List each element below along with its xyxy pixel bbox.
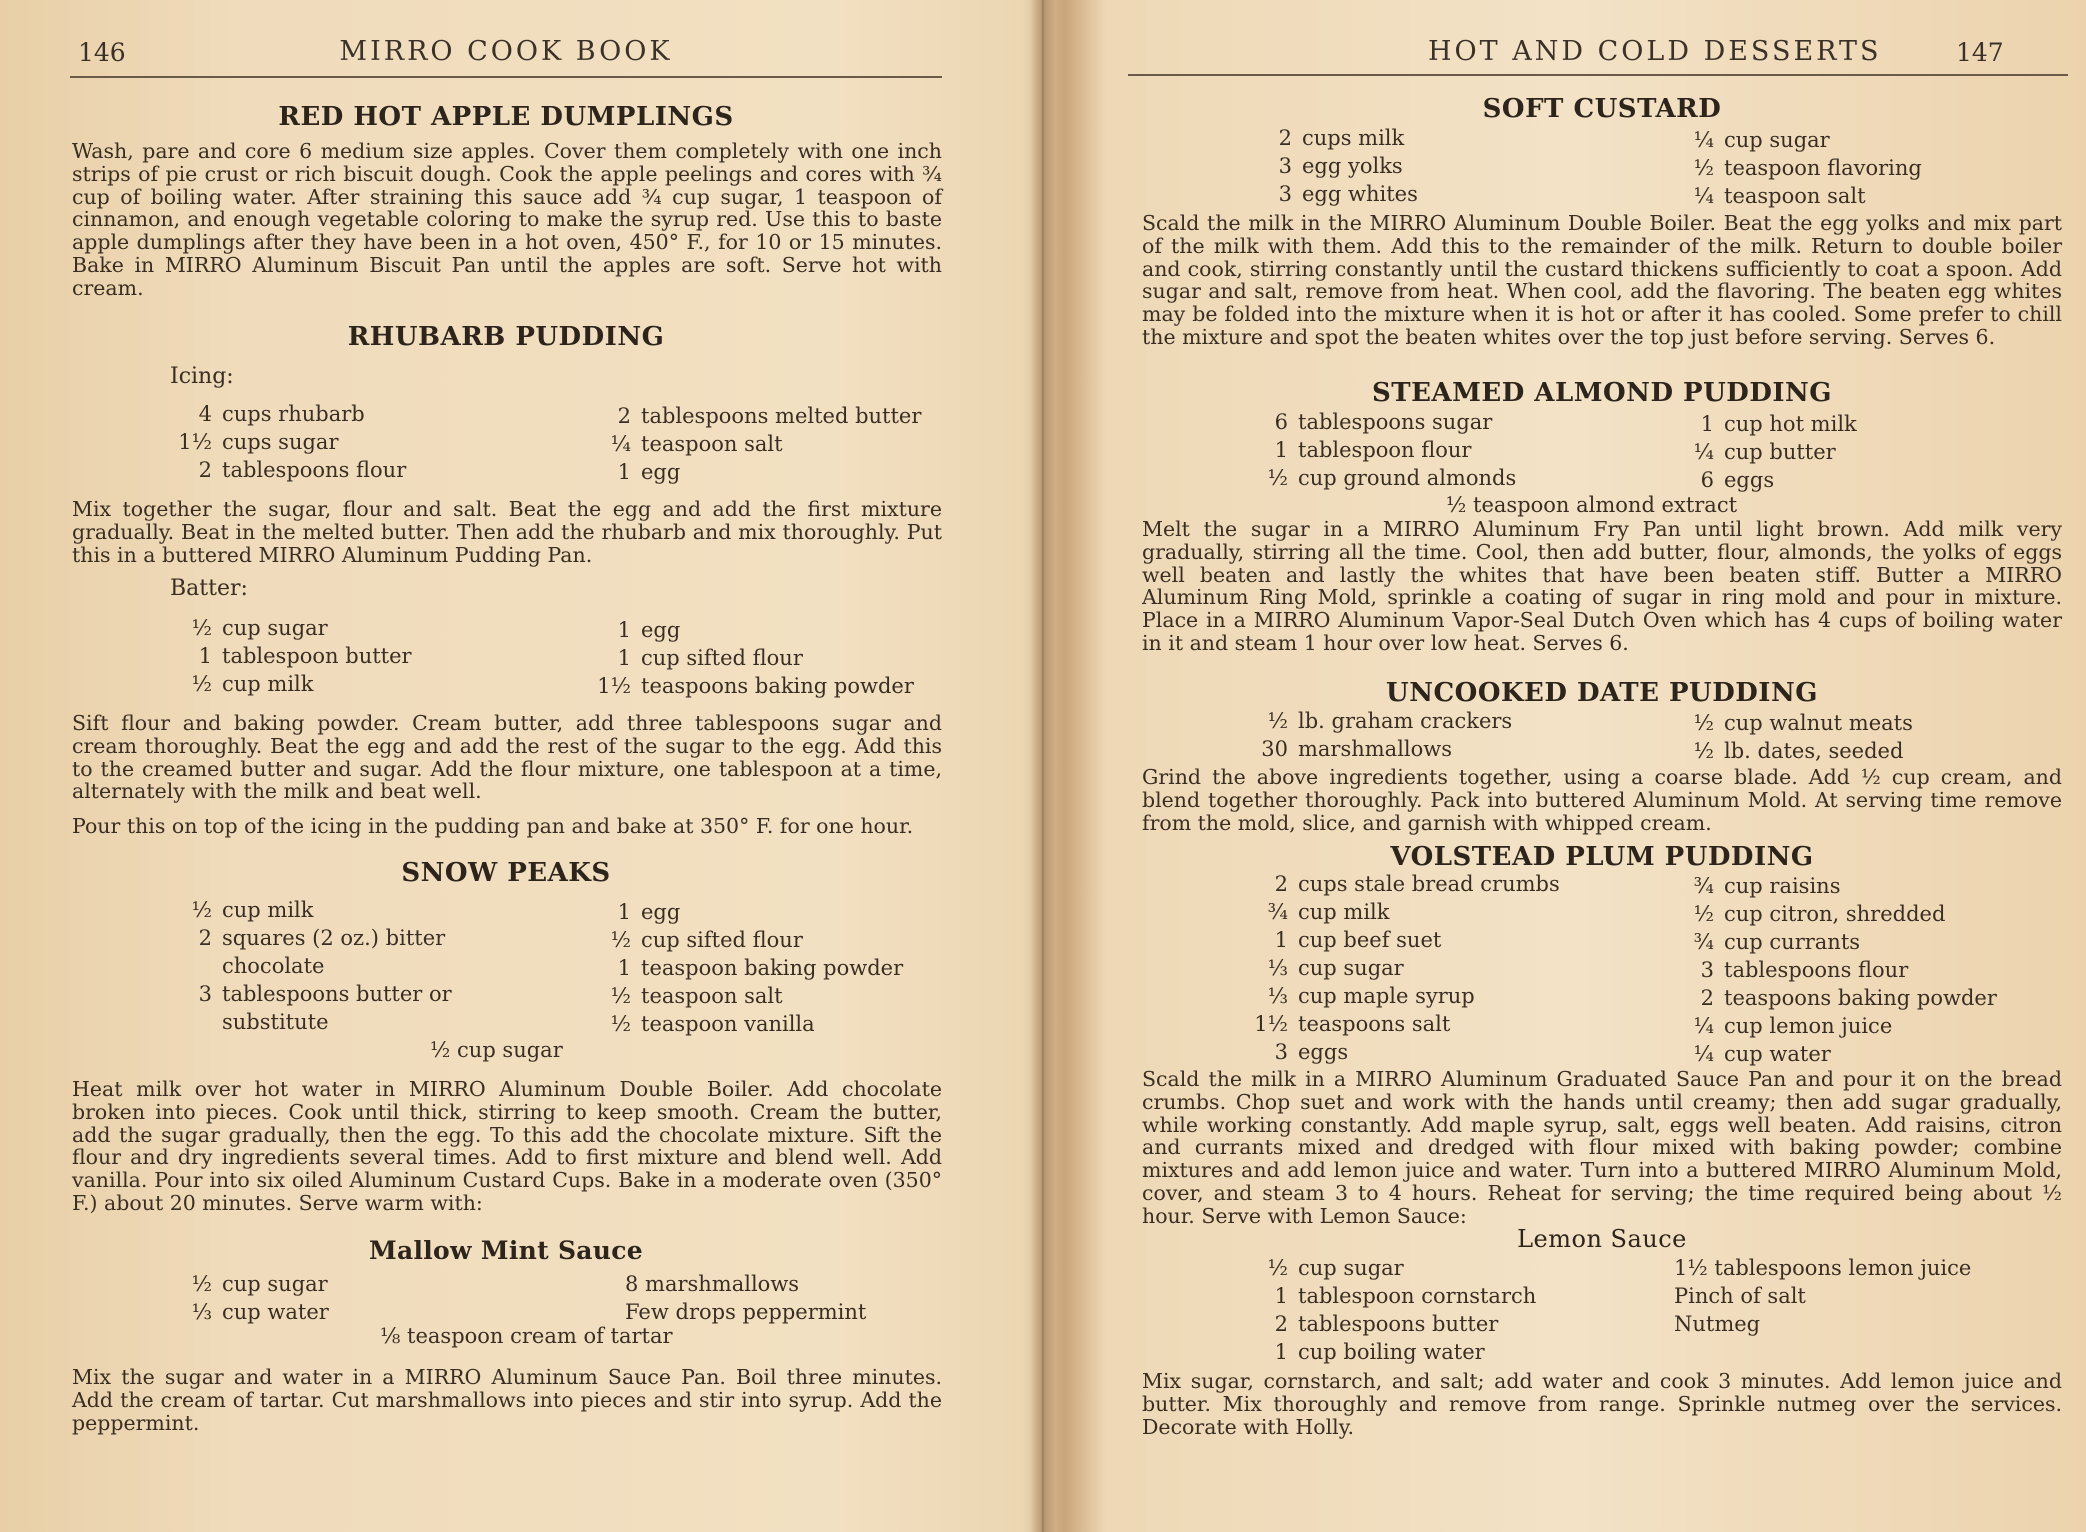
ingredient-text: lb. dates, seeded bbox=[1724, 739, 1904, 763]
ingredient-list bbox=[1668, 872, 1997, 1068]
ingredient-text: cup water bbox=[222, 1300, 329, 1324]
ingredient-quantity: 1 bbox=[617, 956, 631, 980]
ingredient-list bbox=[166, 614, 412, 698]
ingredient-quantity: ½ bbox=[610, 928, 631, 952]
ingredient-text: tablespoon butter bbox=[222, 644, 412, 668]
ingredient-list bbox=[1242, 1254, 1536, 1366]
ingredient-item bbox=[1242, 436, 1516, 464]
ingredient-list bbox=[585, 616, 914, 700]
ingredient-text: marshmallows bbox=[1298, 737, 1453, 761]
recipe-title: STEAMED ALMOND PUDDING bbox=[1371, 378, 1832, 408]
recipe-title: RED HOT APPLE DUMPLINGS bbox=[278, 102, 734, 132]
ingredient-item bbox=[1242, 898, 1560, 926]
ingredient-text: egg bbox=[641, 460, 681, 484]
ingredient-quantity: ¾ bbox=[1693, 930, 1714, 954]
ingredient-item bbox=[1668, 1040, 1997, 1068]
page-number: 146 bbox=[78, 38, 126, 67]
ingredient-text: teaspoons salt bbox=[1298, 1012, 1451, 1036]
ingredient-item bbox=[1668, 410, 1857, 438]
ingredient-item bbox=[1668, 928, 1997, 956]
ingredient-item: Nutmeg bbox=[1674, 1312, 1761, 1336]
ingredient-text: teaspoons baking powder bbox=[641, 674, 914, 698]
ingredient-quantity: 2 bbox=[1278, 126, 1292, 150]
ingredient-quantity: 1 bbox=[1274, 438, 1288, 462]
ingredient-text: cup walnut meats bbox=[1724, 711, 1913, 735]
recipe-title: RHUBARB PUDDING bbox=[347, 322, 665, 352]
ingredient-list bbox=[1668, 709, 1913, 765]
ingredient-quantity: 1 bbox=[1274, 928, 1288, 952]
ingredient-item bbox=[1668, 438, 1857, 466]
ingredient-text: cup citron, shredded bbox=[1724, 902, 1946, 926]
ingredient-quantity: ½ bbox=[191, 672, 212, 696]
right-page bbox=[1046, 0, 2086, 1532]
ingredient-text: teaspoon flavoring bbox=[1724, 156, 1922, 180]
ingredient-quantity: 2 bbox=[617, 404, 631, 428]
ingredient-text: cup sugar bbox=[1298, 1256, 1404, 1280]
ingredient-quantity: ¾ bbox=[1267, 900, 1288, 924]
ingredient-quantity: 1 bbox=[1700, 412, 1714, 436]
ingredient-line: ½ teaspoon almond extract bbox=[1446, 493, 1738, 517]
ingredient-quantity: 1 bbox=[198, 644, 212, 668]
ingredient-item bbox=[1242, 870, 1560, 898]
ingredient-item bbox=[166, 952, 452, 980]
ingredient-item bbox=[1668, 984, 1997, 1012]
ingredient-text: cup milk bbox=[222, 898, 314, 922]
ingredient-item bbox=[1668, 900, 1997, 928]
ingredient-quantity: 1 bbox=[617, 900, 631, 924]
ingredient-text: egg bbox=[641, 900, 681, 924]
ingredient-text: cups milk bbox=[1302, 126, 1405, 150]
ingredient-quantity: ¼ bbox=[610, 432, 631, 456]
page-number: 147 bbox=[1956, 38, 2004, 67]
ingredient-line: ⅛ teaspoon cream of tartar bbox=[380, 1324, 673, 1348]
recipe-text: Wash, pare and core 6 medium size apples. Cover them completely with one inch strips of pie crust or rich biscuit dough. Cook the apple peelings and cores with ¾ cup of boiling water. After straining this sauce add ¾ cup sugar, 1 teaspoon of cinnamon, and enough vegetable coloring to make the syrup red. Use this to baste apple dumplings after they have been in a hot oven, 450° F., for 10 or 15 minutes. Bake in MIRRO Aluminum Biscuit Pan until the apples are soft. Serve hot with cream. bbox=[72, 139, 942, 300]
ingredient-text: squares (2 oz.) bitter bbox=[222, 926, 446, 950]
ingredient-item bbox=[166, 1298, 329, 1326]
ingredient-quantity: 2 bbox=[1274, 872, 1288, 896]
recipe-title: Mallow Mint Sauce bbox=[368, 1236, 644, 1265]
ingredient-text: teaspoons baking powder bbox=[1724, 986, 1997, 1010]
ingredient-item bbox=[585, 616, 914, 644]
ingredient-quantity: 3 bbox=[1700, 958, 1714, 982]
ingredient-quantity: 1 bbox=[1274, 1284, 1288, 1308]
ingredient-quantity: ¼ bbox=[1693, 128, 1714, 152]
ingredient-item bbox=[166, 456, 406, 484]
ingredient-text: cup water bbox=[1724, 1042, 1831, 1066]
ingredient-item bbox=[585, 644, 914, 672]
ingredient-item bbox=[1242, 1310, 1536, 1338]
ingredient-item bbox=[585, 982, 903, 1010]
ingredient-item bbox=[166, 614, 412, 642]
ingredient-item bbox=[1242, 735, 1512, 763]
ingredient-item bbox=[1242, 707, 1512, 735]
ingredient-quantity: ½ bbox=[191, 898, 212, 922]
ingredient-text: cup sugar bbox=[1298, 956, 1404, 980]
ingredient-item bbox=[1242, 464, 1516, 492]
ingredient-item bbox=[1246, 152, 1418, 180]
ingredient-quantity: ¼ bbox=[1693, 1014, 1714, 1038]
ingredient-quantity: 3 bbox=[1274, 1040, 1288, 1064]
ingredient-item bbox=[585, 458, 921, 486]
ingredient-item bbox=[1668, 709, 1913, 737]
ingredient-quantity: 2 bbox=[1274, 1312, 1288, 1336]
ingredient-text: cup milk bbox=[222, 672, 314, 696]
ingredient-list bbox=[166, 896, 452, 1036]
ingredient-item bbox=[1242, 926, 1560, 954]
ingredient-quantity: ½ bbox=[191, 1272, 212, 1296]
ingredient-item bbox=[166, 428, 406, 456]
ingredient-item bbox=[1242, 1254, 1536, 1282]
ingredient-text: teaspoon salt bbox=[641, 432, 783, 456]
recipe-title: Lemon Sauce bbox=[1517, 1225, 1687, 1253]
ingredient-text: eggs bbox=[1724, 468, 1775, 492]
ingredient-item bbox=[1242, 1038, 1560, 1066]
ingredient-item bbox=[166, 980, 452, 1008]
ingredient-item bbox=[1668, 466, 1857, 494]
ingredient-list bbox=[585, 898, 903, 1038]
ingredient-item bbox=[166, 670, 412, 698]
recipe-text: Sift flour and baking powder. Cream butter, add three tablespoons sugar and cream thoroughly. Beat the egg and add the rest of the sugar to the egg. Add this to the creamed butter and sugar. Add the flour mixture, one tablespoon at a time, alternately with the milk and beat well. bbox=[72, 711, 942, 804]
ingredient-text: egg bbox=[641, 618, 681, 642]
ingredient-quantity: ¾ bbox=[1693, 874, 1714, 898]
recipe-title: SOFT CUSTARD bbox=[1482, 94, 1722, 124]
ingredient-list bbox=[1242, 707, 1512, 763]
ingredient-item bbox=[585, 402, 921, 430]
ingredient-quantity: ⅓ bbox=[191, 1300, 212, 1324]
section-label: Icing: bbox=[170, 364, 234, 389]
ingredient-quantity: ½ bbox=[610, 984, 631, 1008]
recipe-text: Scald the milk in a MIRRO Aluminum Graduated Sauce Pan and pour it on the bread crumbs. Chop suet and work with the hands until creamy; then add sugar gradually, while working constantly. Add maple syrup, salt, eggs well beaten. Add raisins, citron and currants mixed and dredged with flour mixed with baking powder; combine mixtures and add lemon juice and water. Turn into a buttered MIRRO Aluminum Mold, cover, and steam 3 to 4 hours. Reheat for serving; the time required being about ½ hour. Serve with Lemon Sauce: bbox=[1142, 1067, 2062, 1228]
ingredient-item bbox=[1246, 180, 1418, 208]
ingredient-list bbox=[625, 1270, 866, 1326]
ingredient-item bbox=[1668, 956, 1997, 984]
ingredient-quantity: 1½ bbox=[597, 674, 631, 698]
ingredient-quantity: 1 bbox=[1274, 1340, 1288, 1364]
ingredient-text: cup beef suet bbox=[1298, 928, 1442, 952]
recipe-text: Scald the milk in the MIRRO Aluminum Double Boiler. Beat the egg yolks and mix part of the milk with them. Add this to the remainder of the milk. Return to double boiler and cook, stirring constantly until the custard thickens sufficiently to coat a spoon. Add sugar and salt, remove from heat. When cool, add the flavoring. The beaten egg whites may be folded into the mixture when it is hot or after it has cooled. Some prefer to chill the mixture and spot the beaten whites over the top just before serving. Serves 6. bbox=[1142, 211, 2062, 349]
ingredient-text: cup ground almonds bbox=[1298, 466, 1517, 490]
ingredient-quantity: 1 bbox=[617, 460, 631, 484]
ingredient-text: cup sugar bbox=[222, 616, 328, 640]
ingredient-text: tablespoons butter bbox=[1298, 1312, 1499, 1336]
ingredient-text: teaspoon salt bbox=[641, 984, 783, 1008]
ingredient-quantity: 1 bbox=[617, 618, 631, 642]
running-head: MIRRO COOK BOOK bbox=[70, 36, 942, 78]
ingredient-quantity: 2 bbox=[198, 458, 212, 482]
ingredient-quantity: 1½ bbox=[178, 430, 212, 454]
ingredient-item bbox=[585, 1010, 903, 1038]
ingredient-item bbox=[1668, 182, 1922, 210]
ingredient-item bbox=[1242, 1010, 1560, 1038]
ingredient-quantity: 3 bbox=[1278, 154, 1292, 178]
ingredient-text: cup sugar bbox=[1724, 128, 1830, 152]
ingredient-text: tablespoons flour bbox=[222, 458, 407, 482]
ingredient-list bbox=[1246, 124, 1418, 208]
ingredient-text: teaspoon salt bbox=[1724, 184, 1866, 208]
ingredient-text: tablespoon flour bbox=[1298, 438, 1472, 462]
recipe-title: VOLSTEAD PLUM PUDDING bbox=[1390, 842, 1814, 872]
ingredient-text: cups stale bread crumbs bbox=[1298, 872, 1560, 896]
ingredient-quantity: 3 bbox=[198, 982, 212, 1006]
ingredient-item: Few drops peppermint bbox=[625, 1300, 867, 1324]
ingredient-quantity: ½ bbox=[1693, 156, 1714, 180]
ingredient-quantity: 6 bbox=[1700, 468, 1714, 492]
recipe-text: Mix the sugar and water in a MIRRO Aluminum Sauce Pan. Boil three minutes. Add the cream of tartar. Cut marshmallows into pieces and stir into syrup. Add the peppermint. bbox=[72, 1365, 942, 1435]
ingredient-list bbox=[1668, 126, 1922, 210]
ingredient-text: cup sifted flour bbox=[641, 646, 803, 670]
ingredient-item bbox=[585, 898, 903, 926]
ingredient-text: eggs bbox=[1298, 1040, 1349, 1064]
ingredient-item bbox=[166, 1270, 329, 1298]
ingredient-item bbox=[166, 642, 412, 670]
ingredient-text: egg yolks bbox=[1302, 154, 1403, 178]
ingredient-text: lb. graham crackers bbox=[1298, 709, 1513, 733]
ingredient-line: ½ cup sugar bbox=[430, 1038, 563, 1062]
recipe-text: Heat milk over hot water in MIRRO Aluminum Double Boiler. Add chocolate broken into pieces. Cook until thick, stirring to keep smooth. Cream the butter, add the sugar gradually, then the egg. To this add the chocolate mixture. Sift the flour and dry ingredients several times. Add to first mixture and blend well. Add vanilla. Pour into six oiled Aluminum Custard Cups. Bake in a moderate oven (350° F.) about 20 minutes. Serve warm with: bbox=[72, 1077, 942, 1215]
ingredient-item: Pinch of salt bbox=[1674, 1284, 1806, 1308]
ingredient-item bbox=[1242, 408, 1516, 436]
ingredient-item bbox=[585, 430, 921, 458]
ingredient-quantity: 30 bbox=[1261, 737, 1288, 761]
running-head: HOT AND COLD DESSERTS bbox=[1128, 36, 2068, 76]
ingredient-item: 1½ tablespoons lemon juice bbox=[1674, 1256, 1972, 1280]
ingredient-item bbox=[166, 400, 406, 428]
ingredient-quantity: ¼ bbox=[1693, 184, 1714, 208]
ingredient-text: tablespoons sugar bbox=[1298, 410, 1493, 434]
ingredient-quantity: 3 bbox=[1278, 182, 1292, 206]
ingredient-quantity: ¼ bbox=[1693, 440, 1714, 464]
ingredient-text: tablespoons butter or bbox=[222, 982, 452, 1006]
ingredient-text: cup boiling water bbox=[1298, 1340, 1485, 1364]
ingredient-item bbox=[166, 924, 452, 952]
ingredient-quantity: 4 bbox=[198, 402, 212, 426]
recipe-text: Mix sugar, cornstarch, and salt; add water and cook 3 minutes. Add lemon juice and butter. Mix thoroughly and remove from range. Sprinkle nutmeg over the services. Decorate with Holly. bbox=[1142, 1369, 2062, 1439]
ingredient-item bbox=[585, 954, 903, 982]
ingredient-quantity: ⅓ bbox=[1267, 956, 1288, 980]
ingredient-quantity: 1 bbox=[617, 646, 631, 670]
ingredient-quantity: ½ bbox=[1693, 711, 1714, 735]
ingredient-text: cup milk bbox=[1298, 900, 1390, 924]
recipe-text: Mix together the sugar, flour and salt. Beat the egg and add the first mixture gradually. Beat in the melted butter. Then add the rhubarb and mix thoroughly. Put this in a buttered MIRRO Aluminum Pudding Pan. bbox=[72, 497, 942, 567]
ingredient-item bbox=[1242, 1282, 1536, 1310]
ingredient-quantity: ½ bbox=[610, 1012, 631, 1036]
ingredient-quantity: ¼ bbox=[1693, 1042, 1714, 1066]
left-page bbox=[0, 0, 1040, 1532]
ingredient-list bbox=[1674, 1254, 1971, 1338]
ingredient-item bbox=[1668, 737, 1913, 765]
ingredient-text: tablespoons flour bbox=[1724, 958, 1909, 982]
ingredient-item bbox=[1668, 154, 1922, 182]
ingredient-quantity: 2 bbox=[198, 926, 212, 950]
ingredient-text: cups rhubarb bbox=[222, 402, 365, 426]
ingredient-item bbox=[1242, 954, 1560, 982]
ingredient-list bbox=[1242, 408, 1516, 492]
ingredient-item bbox=[1242, 1338, 1536, 1366]
ingredient-list bbox=[1668, 410, 1857, 494]
ingredient-item bbox=[1668, 872, 1997, 900]
ingredient-item bbox=[166, 896, 452, 924]
recipe-title: SNOW PEAKS bbox=[401, 858, 611, 888]
ingredient-text: cup butter bbox=[1724, 440, 1836, 464]
ingredient-quantity: 1½ bbox=[1254, 1012, 1288, 1036]
ingredient-quantity: ½ bbox=[1693, 739, 1714, 763]
ingredient-quantity: ½ bbox=[1267, 466, 1288, 490]
ingredient-quantity: 6 bbox=[1274, 410, 1288, 434]
ingredient-list bbox=[166, 1270, 329, 1326]
recipe-text: Melt the sugar in a MIRRO Aluminum Fry Pan until light brown. Add milk very gradually, stirring all the time. Cool, then add butter, flour, almonds, the yolks of eggs well beaten and lastly the whites that have been beaten stiff. Butter a MIRRO Aluminum Ring Mold, sprinkle a coating of sugar in ring mold and pour in mixture. Place in a MIRRO Aluminum Vapor-Seal Dutch Oven which has 4 cups of boiling water in it and steam 1 hour over low heat. Serves 6. bbox=[1142, 517, 2062, 655]
ingredient-text: cup sifted flour bbox=[641, 928, 803, 952]
ingredient-text: cup lemon juice bbox=[1724, 1014, 1893, 1038]
ingredient-quantity: ⅓ bbox=[1267, 984, 1288, 1008]
ingredient-quantity: 2 bbox=[1700, 986, 1714, 1010]
ingredient-item bbox=[585, 926, 903, 954]
ingredient-text: tablespoons melted butter bbox=[641, 404, 922, 428]
ingredient-text: tablespoon cornstarch bbox=[1298, 1284, 1537, 1308]
ingredient-item: 8 marshmallows bbox=[625, 1272, 800, 1296]
ingredient-text: cup sugar bbox=[222, 1272, 328, 1296]
ingredient-text: cup hot milk bbox=[1724, 412, 1857, 436]
ingredient-item bbox=[1668, 126, 1922, 154]
ingredient-item bbox=[1668, 1012, 1997, 1040]
ingredient-text: cup maple syrup bbox=[1298, 984, 1475, 1008]
ingredient-text: teaspoon vanilla bbox=[641, 1012, 815, 1036]
section-label: Batter: bbox=[170, 576, 248, 601]
recipe-title: UNCOOKED DATE PUDDING bbox=[1386, 678, 1818, 708]
ingredient-text: chocolate bbox=[222, 954, 325, 978]
ingredient-item bbox=[1246, 124, 1418, 152]
ingredient-list bbox=[166, 400, 406, 484]
ingredient-quantity: ½ bbox=[191, 616, 212, 640]
ingredient-list bbox=[585, 402, 921, 486]
ingredient-list bbox=[1242, 870, 1560, 1066]
ingredient-text: substitute bbox=[222, 1010, 329, 1034]
ingredient-text: cup currants bbox=[1724, 930, 1861, 954]
ingredient-text: cup raisins bbox=[1724, 874, 1841, 898]
ingredient-quantity: ½ bbox=[1267, 1256, 1288, 1280]
ingredient-item bbox=[1242, 982, 1560, 1010]
ingredient-text: egg whites bbox=[1302, 182, 1418, 206]
ingredient-text: cups sugar bbox=[222, 430, 339, 454]
ingredient-item bbox=[585, 672, 914, 700]
ingredient-text: teaspoon baking powder bbox=[641, 956, 904, 980]
recipe-text: Pour this on top of the icing in the pudding pan and bake at 350° F. for one hour. bbox=[72, 814, 914, 838]
recipe-text: Grind the above ingredients together, using a coarse blade. Add ½ cup cream, and blend together thoroughly. Pack into buttered Aluminum Mold. At serving time remove from the mold, slice, and garnish with whipped cream. bbox=[1142, 765, 2062, 835]
ingredient-item bbox=[166, 1008, 452, 1036]
ingredient-quantity: ½ bbox=[1693, 902, 1714, 926]
ingredient-quantity: ½ bbox=[1267, 709, 1288, 733]
